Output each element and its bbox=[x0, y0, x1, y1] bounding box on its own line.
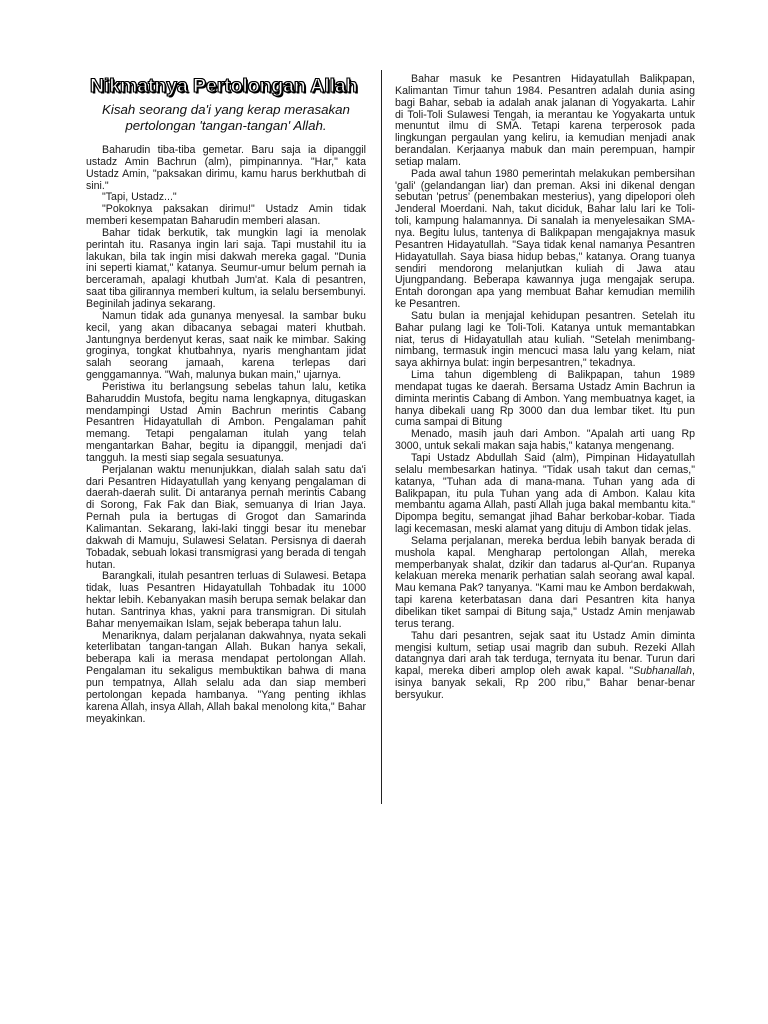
paragraph: Peristiwa itu berlangsung sebelas tahun lalu, ketika Baharuddin Mustofa, begitu nama lengkapnya, ditugaskan mendampingi Ustad Amin Bachrun merintis Cabang Pesantren Hidayatullah di Ambon. Pengalaman pahit memang. Tetapi pengalaman itulah yang telah mengantarkan Bahar, begitu ia dipanggil, menjadi da'i tangguh. Ia mesti siap segala sesuatunya. bbox=[86, 380, 366, 464]
paragraph: Menado, masih jauh dari Ambon. "Apalah arti uang Rp 3000, untuk sekali makan saja habis," katanya mengenang. bbox=[395, 428, 695, 453]
article-subtitle: Kisah seorang da'i yang kerap merasakan pertolongan 'tangan-tangan' Allah. bbox=[102, 102, 350, 133]
paragraph-final-tail: , isinya banyak sekali, Rp 200 ribu," Bahar benar-benar bersyukur. bbox=[395, 665, 695, 701]
paragraph: Pada awal tahun 1980 pemerintah melakukan pembersihan 'gali' (gelandangan liar) dan preman. Aksi ini dikenal dengan sebutan 'petrus' (penembakan mesterius), yang dipelopori oleh Jenderal Moerdani. Nah, takut diciduk, Bahar lalu lari ke Toli-toli, kampung halamannya. Di sanalah ia menyelesaikan SMA-nya. Begitu lulus, tantenya di Balikpapan mengajaknya masuk Pesantren Hidayatullah. "Saya tidak kenal namanya Pesantren Hidayatullah. Saya biasa hidup bebas," katanya. Orang tuanya sendiri mendorong melanjutkan kuliah di Jawa atau Ujungpandang. Beberapa kawannya juga mengajak serupa. Entah dorongan apa yang membuat Bahar kemudian memilih ke Pesantren. bbox=[395, 167, 695, 311]
paragraph: Bahar masuk ke Pesantren Hidayatullah Balikpapan, Kalimantan Timur tahun 1984. Pesantren adalah dunia asing bagi Bahar, sebab ia adalah anak jalanan di Yogyakarta. Lahir di Toli-Toli Sulawesi Tengah, ia merantau ke Yogyakarta untuk menuntut ilmu di SMA. Tetapi karena terperosok pada lingkungan pergaulan yang keliru, ia kemudian menjadi anak berandalan. Kerjaanya mabuk dan main perempuan, hampir setiap malam. bbox=[395, 73, 695, 168]
column-divider bbox=[381, 70, 382, 804]
paragraph: Perjalanan waktu menunjukkan, dialah salah satu da'i dari Pesantren Hidayatullah yang kenyang pengalaman di daerah-daerah sulit. Di antaranya pernah merintis Cabang di Sorong, Fak Fak dan Biak, semuanya di Irian Jaya. Pernah pula ia bertugas di Grogot dan Samarinda Kalimantan. Sekarang, laki-laki tinggi besar itu menebar dakwah di Mamuju, Sulawesi Selatan. Persisnya di daerah Tobadak, sebuah lokasi transmigrasi yang berada di tengah hutan. bbox=[86, 463, 366, 571]
paragraph: Menariknya, dalam perjalanan dakwahnya, nyata sekali keterlibatan tangan-tangan Allah. Bukan hanya sekali, beberapa kali ia merasa mendapat pertolongan Allah. Pengalaman itu sekaligus membuktikan bahwa di mana pun tempatnya, Allah selalu ada dan siap memberi pertolongan kepada hambanya. "Yang penting ikhlas karena Allah, insya Allah, Allah bakal menolong kita," Bahar meyakinkan. bbox=[86, 629, 366, 725]
paragraph: Lima tahun digembleng di Balikpapan, tahun 1989 mendapat tugas ke daerah. Bersama Ustadz Amin Bachrun ia diminta merintis Cabang di Ambon. Yang membuatnya kaget, ia hanya dibekali uang Rp 3000 dan dua lembar tiket. Itu pun cuma sampai di Bitung bbox=[395, 369, 695, 429]
paragraph: Baharudin tiba-tiba gemetar. Baru saja ia dipanggil ustadz Amin Bachrun (alm), pimpinannya. "Har," kata Ustadz Amin, "paksakan dirimu, kamu harus berkhutbah di sini." bbox=[86, 144, 366, 192]
paragraph-final bbox=[395, 631, 695, 702]
paragraph: "Tapi, Ustadz..." bbox=[102, 191, 177, 204]
paragraph: Selama perjalanan, mereka berdua lebih banyak berada di mushola kapal. Mengharap pertolongan Allah, mereka memperbanyak shalat, dzikir dan tadarus al-Qur'an. Rupanya kelakuan mereka menarik perhatian salah seorang awal kapal. Mau kemana Pak? tanyanya. "Kami mau ke Ambon berdakwah, tapi karena keterbatasan dana dari Pesantren kita hanya dibelikan tiket sampai di Bitung saja," Ustadz Amin menjawab terus terang. bbox=[395, 534, 695, 630]
paragraph: Namun tidak ada gunanya menyesal. Ia sambar buku kecil, yang akan dibacanya sebagai materi khutbah. Jantungnya berdenyut keras, saat naik ke mimbar. Saking groginya, tongkat khutbahnya, nyaris menghantam jidat salah seorang jamaah, karena terlepas dari genggamannya. "Wah, malunya bukan main," ujarnya. bbox=[86, 309, 366, 382]
paragraph: Barangkali, itulah pesantren terluas di Sulawesi. Betapa tidak, luas Pesantren Hidayatullah Tohbadak itu 1000 hektar lebih. Kebanyakan masih berupa semak belakar dan hutan. Santrinya khas, yakni para transmigran. Di situlah Bahar menyemaikan Islam, sejak beberapa tahun lalu. bbox=[86, 570, 366, 630]
paragraph: Satu bulan ia menjajal kehidupan pesantren. Setelah itu Bahar pulang lagi ke Toli-Toli. Katanya untuk memantabkan niat, terus di Hidayatullah atau kuliah. "Setelah menimbang-nimbang, termasuk ingin mencuci masa lalu yang kelam, niat saya akhirnya bulat: ingin berpesantren," tekadnya. bbox=[395, 309, 695, 370]
paragraph-final-main: Tahu dari pesantren, sejak saat itu Ustadz Amin diminta mengisi kultum, setiap usai magrib dan subuh. Rezeki Allah datangnya dari arah tak terduga, ternyata itu benar. Turun dari kapal, mereka diberi amplop oleh awak kapal. bbox=[395, 629, 695, 678]
quote-mark: " bbox=[624, 665, 634, 678]
paragraph: Tapi Ustadz Abdullah Said (alm), Pimpinan Hidayatullah selalu membesarkan hatinya. "Tidak usah takut dan cemas," katanya, "Tuhan ada di mana-mana. Tuhan yang ada di Balikpapan, itu pula Tuhan yang ada di Ambon. Kalau kita membantu agama Allah, pasti Allah juga bakal membantu kita." Dipompa begitu, semangat jihad Bahar berkobar-kobar. Tiada lagi kecemasan, meski alamat yang dituju di Ambon tidak jelas. bbox=[395, 452, 695, 536]
paragraph: "Pokoknya paksakan dirimu!" Ustadz Amin tidak memberi kesempatan Baharudin memberi alasan. bbox=[86, 203, 366, 228]
emphasis-subhanallah: Subhanallah bbox=[633, 665, 693, 678]
right-column bbox=[395, 74, 695, 702]
article-title: Nikmatnya Pertolongan Allah bbox=[90, 75, 358, 97]
paragraph: Bahar tidak berkutik, tak mungkin lagi ia menolak perintah itu. Rasanya ingin lari saja. Tapi mustahil itu ia lakukan, bila tak ingin misi dakwah mereka gagal. "Dunia ini seperti kiamat," katanya. Seumur-umur belum pernah ia berceramah, apalagi khutbah Jum'at. Kala di pesantren, saat tiba gilirannya memberi kultum, ia selalu bersembunyi. Beginilah jadinya sekarang. bbox=[86, 226, 366, 310]
left-column bbox=[86, 74, 366, 725]
